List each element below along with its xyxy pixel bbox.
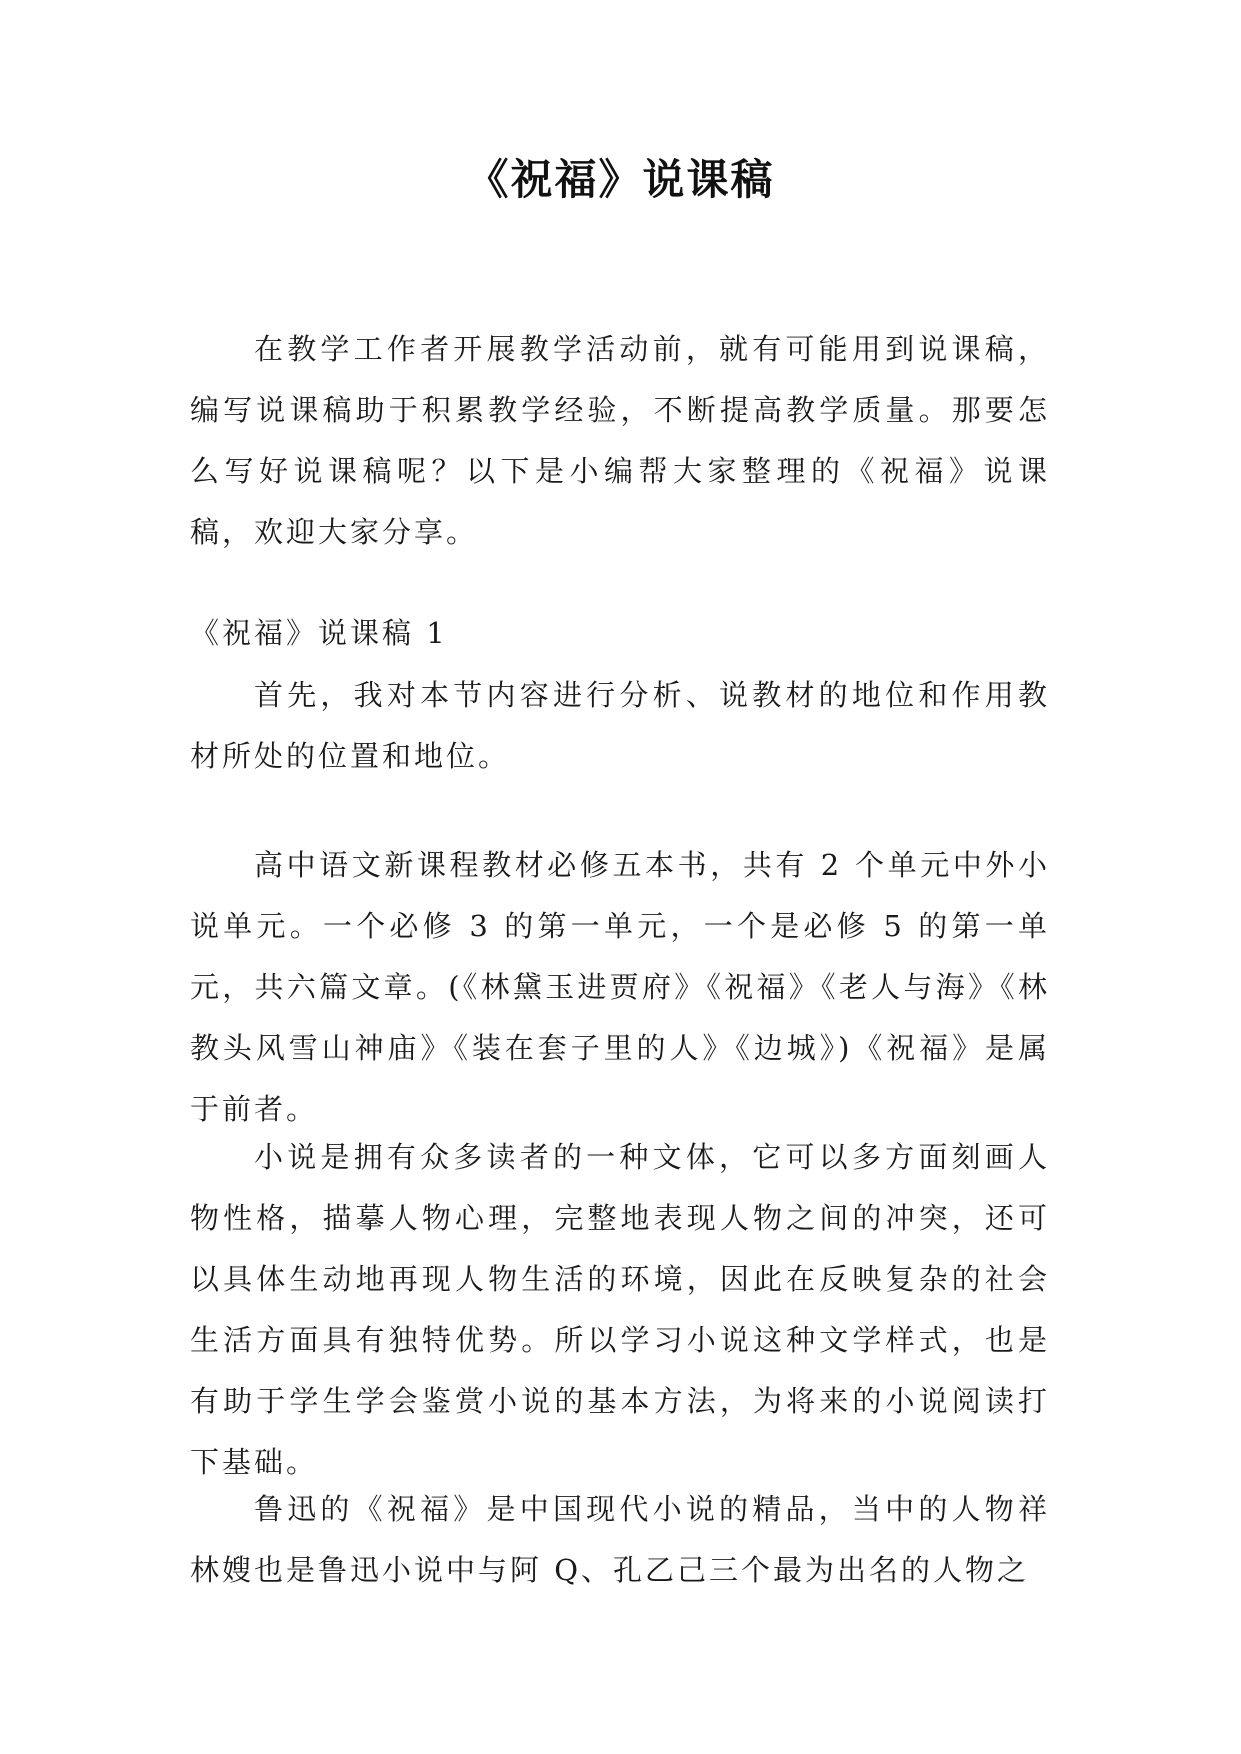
- paragraph-analysis: 首先，我对本节内容进行分析、说教材的地位和作用教材所处的位置和地位。: [190, 678, 1050, 773]
- paragraph-novel-genre: 小说是拥有众多读者的一种文体，它可以多方面刻画人物性格，描摹人物心理，完整地表现人物之间的冲突，还可以具体生动地再现人物生活的环境，因此在反映复杂的社会生活方面具有独特优势。所以学习小说这种文学样式，也是有助于学生学会鉴赏小说的基本方法，为将来的小说阅读打下基础。: [190, 1140, 1050, 1479]
- document-title: 《祝福》说课稿: [466, 155, 775, 204]
- intro-paragraph: 在教学工作者开展教学活动前，就有可能用到说课稿，编写说课稿助于积累教学经验，不断提高教学质量。那要怎么写好说课稿呢？以下是小编帮大家整理的《祝福》说课稿，欢迎大家分享。: [190, 332, 1050, 549]
- paragraph-luxun: 鲁迅的《祝福》是中国现代小说的精品，当中的人物祥林嫂也是鲁迅小说中与阿 Q、孔乙己三个最为出名的人物之: [190, 1492, 1050, 1587]
- paragraph-textbook: 高中语文新课程教材必修五本书，共有 2 个单元中外小说单元。一个必修 3 的第一单元，一个是必修 5 的第一单元，共六篇文章。(《林黛玉进贾府》《祝福》《老人与海》《林教头风雪山神庙》《装在套子里的人》《边城》)《祝福》是属于前者。: [190, 848, 1050, 1126]
- section-heading: 《祝福》说课稿 1: [190, 616, 448, 650]
